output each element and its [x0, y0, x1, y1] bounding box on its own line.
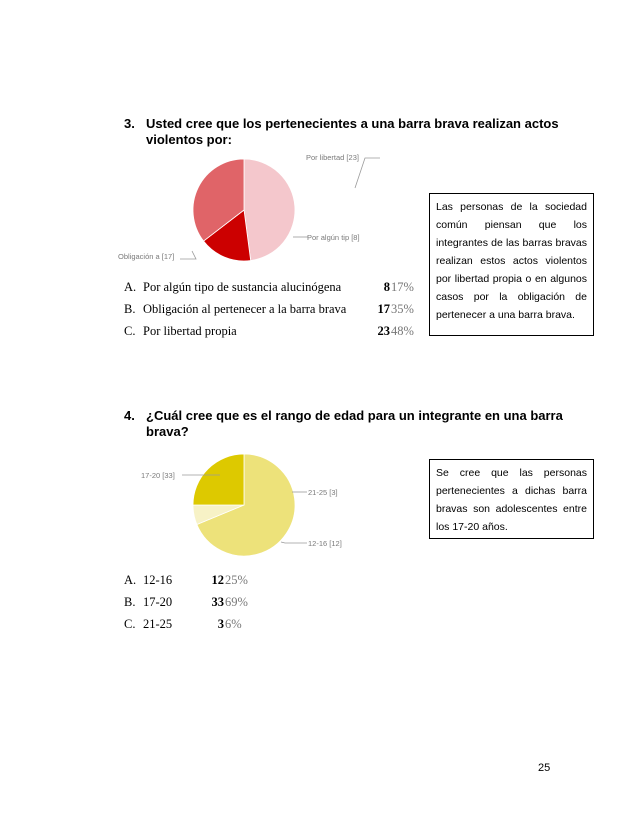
option-row: C. Por libertad propia 23 48%: [124, 321, 424, 341]
option-text: 12-16: [143, 573, 173, 587]
option-count: 17: [377, 302, 390, 316]
option-row: A. Por algún tipo de sustancia alucinógena 8 17%: [124, 277, 424, 297]
note-text: Se cree que las personas pertenecientes a dichas barra bravas son adolescentes entre los 17-20 años.: [436, 467, 587, 533]
slice-label: Obligación a [17]: [118, 252, 175, 261]
note-text: Las personas de la sociedad común piensan que los integrantes de las barras bravas realizan estos actos violentos por libertad propia o en algunos casos por la obligación de pertenecer a una barra brava.: [436, 201, 587, 321]
question-text: ¿Cuál cree que es el rango de edad para un integrante en una barra brava?: [146, 408, 563, 439]
option-row: A. 12-16 12 25%: [124, 570, 324, 590]
question-4: [124, 408, 594, 444]
option-count: 33: [211, 595, 224, 609]
slice-label: 12-16 [12]: [308, 539, 342, 548]
pie-slice: [244, 159, 295, 261]
option-percent: 35%: [391, 302, 414, 316]
question-text: Usted cree que los pertenecientes a una barra brava realizan actos violentos por:: [146, 116, 559, 147]
option-count: 3: [217, 617, 224, 631]
option-row: B. 17-20 33 69%: [124, 592, 324, 612]
option-row: B. Obligación al pertenecer a la barra brava 17 35%: [124, 299, 424, 319]
page-number: 25: [538, 762, 551, 774]
option-percent: 25%: [225, 573, 248, 587]
option-count: 12: [211, 573, 224, 587]
leader-line: [281, 542, 307, 543]
question-number: 3.: [124, 116, 135, 131]
option-count: 8: [383, 280, 390, 294]
option-percent: 48%: [391, 324, 414, 338]
option-text: Por libertad propia: [143, 324, 237, 338]
slice-label: Por algún tip [8]: [307, 233, 360, 242]
option-percent: 6%: [225, 617, 242, 631]
note-box-q3: [429, 193, 594, 336]
option-percent: 17%: [391, 280, 414, 294]
note-box-q4: [429, 459, 594, 539]
options-q4: [124, 570, 324, 636]
option-text: 17-20: [143, 595, 173, 609]
slice-label: 17-20 [33]: [141, 471, 175, 480]
question-number: 4.: [124, 408, 135, 423]
leader-line: [355, 158, 380, 188]
option-count: 23: [377, 324, 390, 338]
option-percent: 69%: [225, 595, 248, 609]
slice-label: 21-25 [3]: [308, 488, 338, 497]
slice-label: Por libertad [23]: [306, 153, 359, 162]
option-row: C. 21-25 3 6%: [124, 614, 324, 634]
option-text: 21-25: [143, 617, 173, 631]
option-text: Por algún tipo de sustancia alucinógena: [143, 280, 342, 294]
option-text: Obligación al pertenecer a la barra brava: [143, 302, 347, 316]
leader-line: [180, 251, 196, 259]
pie-slice: [193, 454, 244, 505]
options-q3: [124, 277, 424, 343]
